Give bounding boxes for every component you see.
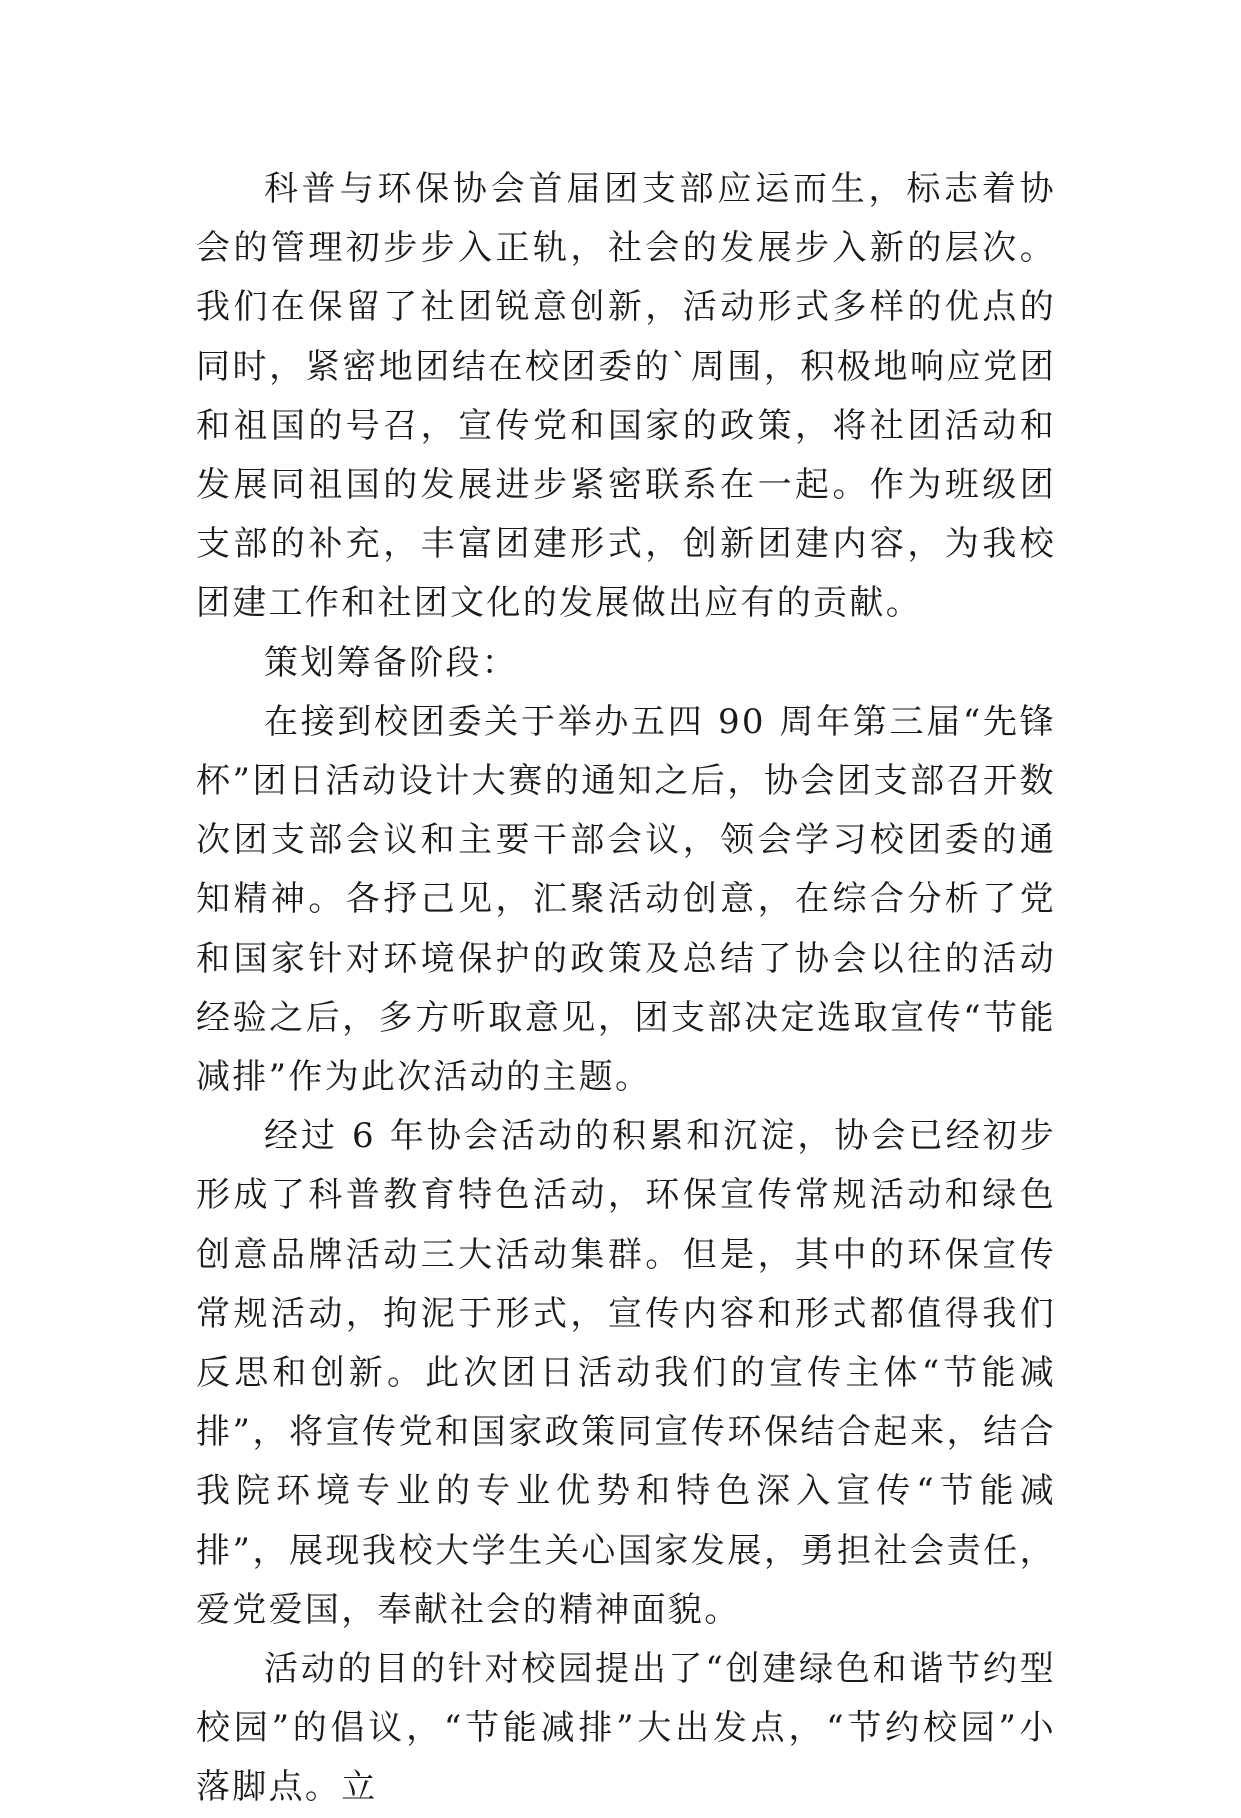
paragraph-purpose: 活动的目的针对校园提出了“创建绿色和谐节约型校园”的倡议，“节能减排”大出发点，“节约校园”小落脚点。立 — [196, 1649, 1056, 1808]
paragraph-section-heading: 策划筹备阶段： — [264, 642, 519, 683]
paragraph-intro: 科普与环保协会首届团支部应运而生，标志着协会的管理初步步入正轨，社会的发展步入新的层次。我们在保留了社团锐意创新，活动形式多样的优点的同时，紧密地团结在校团委的`周围，积极地响应党团和祖国的号召，宣传党和国家的政策，将社团活动和发展同祖国的发展进步紧密联系在一起。作为班级团支部的补充，丰富团建形式，创新团建内容，为我校团建工作和社团文化的发展做出应有的贡献。 — [196, 169, 1056, 624]
paragraph-background: 经过 6 年协会活动的积累和沉淀，协会已经初步形成了科普教育特色活动，环保宣传常规活动和绿色创意品牌活动三大活动集群。但是，其中的环保宣传常规活动，拘泥于形式，宣传内容和形式都值得我们反思和创新。此次团日活动我们的宣传主体“节能减排”，将宣传党和国家政策同宣传环保结合起来，结合我院环境专业的专业优势和特色深入宣传“节能减排”，展现我校大学生关心国家发展，勇担社会责任，爱党爱国，奉献社会的精神面貌。 — [196, 1116, 1056, 1630]
paragraph-planning: 在接到校团委关于举办五四 90 周年第三届“先锋杯”团日活动设计大赛的通知之后，协会团支部召开数次团支部会议和主要干部会议，领会学习校团委的通知精神。各抒己见，汇聚活动创意，在综合分析了党和国家针对环境保护的政策及总结了协会以往的活动经验之后，多方听取意见，团支部决定选取宣传“节能减排”作为此次活动的主题。 — [196, 701, 1056, 1098]
document-body — [196, 160, 1056, 1818]
